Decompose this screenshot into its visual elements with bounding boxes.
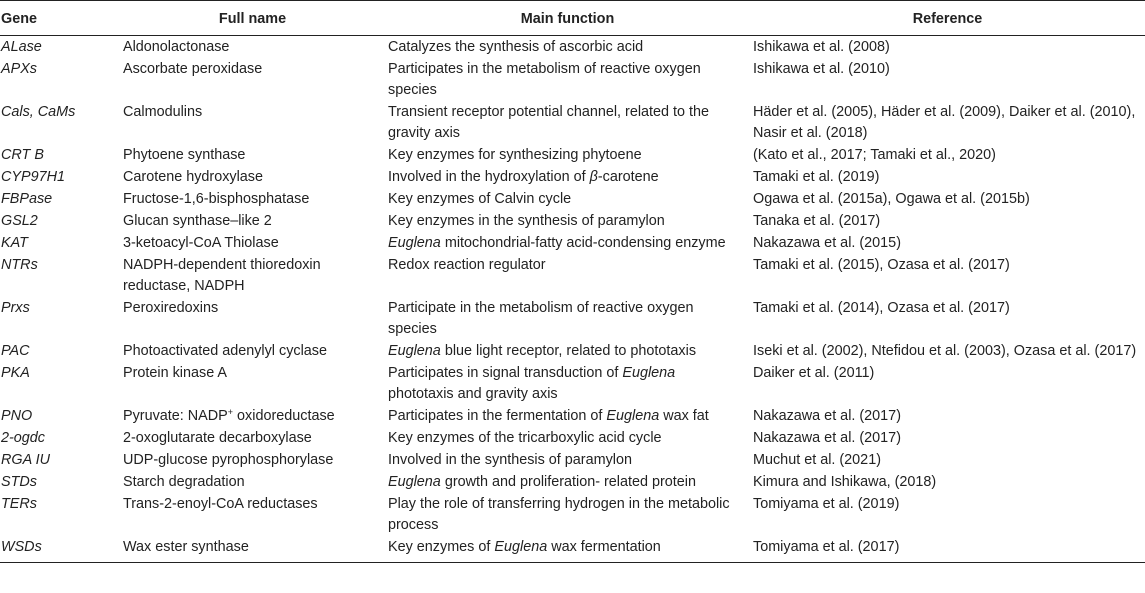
header-reference: Reference bbox=[750, 1, 1145, 36]
reference-cell: Nakazawa et al. (2017) bbox=[753, 408, 901, 424]
function-cell: Key enzymes of the tricarboxylic acid cycle bbox=[388, 430, 662, 446]
function-cell: Participates in the metabolism of reactive oxygen species bbox=[388, 61, 701, 98]
table-row bbox=[0, 427, 1145, 449]
function-italic-text: β bbox=[589, 169, 598, 185]
gene-cell: NTRs bbox=[1, 257, 38, 273]
full-name-cell: Ascorbate peroxidase bbox=[123, 61, 263, 77]
function-cell: Play the role of transferring hydrogen in the metabolic process bbox=[388, 496, 730, 533]
reference-cell: Muchut et al. (2021) bbox=[753, 452, 881, 468]
reference-cell: Nakazawa et al. (2017) bbox=[753, 430, 901, 446]
gene-cell: FBPase bbox=[1, 191, 53, 207]
gene-cell: WSDs bbox=[0, 536, 120, 563]
function-cell bbox=[385, 405, 750, 427]
full-name-cell: Starch degradation bbox=[123, 474, 245, 490]
gene-cell: KAT bbox=[1, 235, 28, 251]
function-text: wax fat bbox=[659, 408, 709, 424]
reference-cell: Häder et al. (2005), Häder et al. (2009), Daiker et al. (2010), Nasir et al. (2018) bbox=[753, 104, 1136, 141]
table-header bbox=[0, 1, 1145, 36]
reference-cell: Tamaki et al. (2014), Ozasa et al. (2017) bbox=[753, 300, 1010, 316]
function-cell: Key enzymes for synthesizing phytoene bbox=[388, 147, 642, 163]
table-row bbox=[0, 36, 1145, 59]
function-text: mitochondrial-fatty acid-condensing enzyme bbox=[440, 235, 726, 251]
function-cell: Catalyzes the synthesis of ascorbic acid bbox=[388, 39, 644, 55]
reference-cell: (Kato et al., 2017; Tamaki et al., 2020) bbox=[753, 147, 996, 163]
function-text: -carotene bbox=[597, 169, 659, 185]
table-row bbox=[0, 340, 1145, 362]
table-row bbox=[0, 144, 1145, 166]
function-italic-text: Euglena bbox=[388, 343, 441, 359]
function-text: Key enzymes of bbox=[388, 539, 495, 555]
reference-cell: Ogawa et al. (2015a), Ogawa et al. (2015b) bbox=[753, 191, 1030, 207]
gene-cell: CYP97H1 bbox=[1, 169, 65, 185]
header-main-function: Main function bbox=[385, 1, 750, 36]
function-text: Participates in the fermentation of bbox=[388, 408, 607, 424]
table-row bbox=[0, 254, 1145, 297]
gene-cell: PNO bbox=[1, 408, 33, 424]
full-name-cell: Aldonolactonase bbox=[123, 39, 230, 55]
function-cell bbox=[385, 362, 750, 405]
reference-cell: Tamaki et al. (2019) bbox=[753, 169, 880, 185]
function-italic-text: Euglena bbox=[494, 539, 548, 555]
reference-cell: Kimura and Ishikawa, (2018) bbox=[753, 474, 937, 490]
table-row bbox=[0, 536, 1145, 563]
superscript: + bbox=[227, 407, 234, 417]
full-name-cell bbox=[120, 405, 385, 427]
gene-cell: 2-ogdc bbox=[1, 430, 46, 446]
gene-cell: Cals, CaMs bbox=[1, 104, 76, 120]
table-row bbox=[0, 188, 1145, 210]
reference-cell: Tamaki et al. (2015), Ozasa et al. (2017) bbox=[753, 257, 1010, 273]
gene-cell: PKA bbox=[1, 365, 30, 381]
table-row bbox=[0, 405, 1145, 427]
function-text: Participates in signal transduction of bbox=[388, 365, 623, 381]
function-italic-text: Euglena bbox=[388, 235, 441, 251]
reference-cell: Nakazawa et al. (2015) bbox=[753, 235, 901, 251]
function-text: blue light receptor, related to phototaxis bbox=[440, 343, 697, 359]
table-row bbox=[0, 232, 1145, 254]
function-cell bbox=[385, 471, 750, 493]
header-row bbox=[0, 1, 1145, 36]
reference-cell: Ishikawa et al. (2008) bbox=[753, 39, 890, 55]
function-cell: Redox reaction regulator bbox=[388, 257, 546, 273]
function-cell: Transient receptor potential channel, related to the gravity axis bbox=[388, 104, 710, 141]
table-row bbox=[0, 210, 1145, 232]
full-name-cell: Glucan synthase–like 2 bbox=[123, 213, 272, 229]
full-name-cell: Photoactivated adenylyl cyclase bbox=[123, 343, 327, 359]
function-cell: Key enzymes in the synthesis of paramylon bbox=[388, 213, 665, 229]
gene-cell: TERs bbox=[1, 496, 37, 512]
full-name-cell: Carotene hydroxylase bbox=[123, 169, 263, 185]
function-text: growth and proliferation- related protein bbox=[440, 474, 697, 490]
table-row bbox=[0, 166, 1145, 188]
full-name-cell: Calmodulins bbox=[123, 104, 203, 120]
table-row bbox=[0, 471, 1145, 493]
full-name-text: oxidoreductase bbox=[233, 408, 335, 424]
full-name-cell: NADPH-dependent thioredoxin reductase, NADPH bbox=[123, 257, 321, 294]
table-body bbox=[0, 36, 1145, 563]
function-cell bbox=[385, 536, 750, 563]
reference-cell: Tanaka et al. (2017) bbox=[753, 213, 881, 229]
gene-cell: ALase bbox=[1, 39, 42, 55]
full-name-text: Pyruvate: NADP bbox=[123, 408, 228, 424]
table-row bbox=[0, 297, 1145, 340]
full-name-cell: Fructose-1,6-bisphosphatase bbox=[123, 191, 310, 207]
full-name-cell: Protein kinase A bbox=[123, 365, 227, 381]
reference-cell: Tomiyama et al. (2019) bbox=[753, 496, 900, 512]
gene-cell: Prxs bbox=[1, 300, 30, 316]
full-name-cell: 2-oxoglutarate decarboxylase bbox=[123, 430, 312, 446]
gene-cell: GSL2 bbox=[1, 213, 38, 229]
function-text: Involved in the hydroxylation of bbox=[388, 169, 590, 185]
function-text: wax fermentation bbox=[547, 539, 661, 555]
header-full-name: Full name bbox=[120, 1, 385, 36]
reference-cell: Ishikawa et al. (2010) bbox=[753, 61, 890, 77]
gene-cell: CRT B bbox=[1, 147, 44, 163]
reference-cell: Tomiyama et al. (2017) bbox=[750, 536, 1145, 563]
full-name-cell: UDP-glucose pyrophosphorylase bbox=[123, 452, 334, 468]
function-cell bbox=[385, 166, 750, 188]
gene-cell: APXs bbox=[1, 61, 37, 77]
function-cell: Participate in the metabolism of reactive oxygen species bbox=[388, 300, 694, 337]
gene-cell: PAC bbox=[1, 343, 30, 359]
table-row bbox=[0, 493, 1145, 536]
function-italic-text: Euglena bbox=[622, 365, 676, 381]
function-cell bbox=[385, 232, 750, 254]
full-name-cell: 3-ketoacyl-CoA Thiolase bbox=[123, 235, 279, 251]
function-text: phototaxis and gravity axis bbox=[388, 386, 558, 402]
full-name-cell: Trans-2-enoyl-CoA reductases bbox=[123, 496, 318, 512]
header-gene: Gene bbox=[0, 1, 120, 36]
full-name-cell: Phytoene synthase bbox=[123, 147, 246, 163]
table-row bbox=[0, 58, 1145, 101]
function-italic-text: Euglena bbox=[388, 474, 441, 490]
function-cell: Key enzymes of Calvin cycle bbox=[388, 191, 572, 207]
gene-cell: RGA IU bbox=[1, 452, 51, 468]
table-row bbox=[0, 362, 1145, 405]
gene-cell: STDs bbox=[1, 474, 37, 490]
table-row bbox=[0, 101, 1145, 144]
full-name-cell: Peroxiredoxins bbox=[123, 300, 219, 316]
function-cell bbox=[385, 340, 750, 362]
table-row bbox=[0, 449, 1145, 471]
function-cell: Involved in the synthesis of paramylon bbox=[388, 452, 632, 468]
reference-cell: Daiker et al. (2011) bbox=[753, 365, 875, 381]
reference-cell: Iseki et al. (2002), Ntefidou et al. (2003), Ozasa et al. (2017) bbox=[753, 343, 1137, 359]
function-italic-text: Euglena bbox=[606, 408, 660, 424]
full-name-cell: Wax ester synthase bbox=[120, 536, 385, 563]
